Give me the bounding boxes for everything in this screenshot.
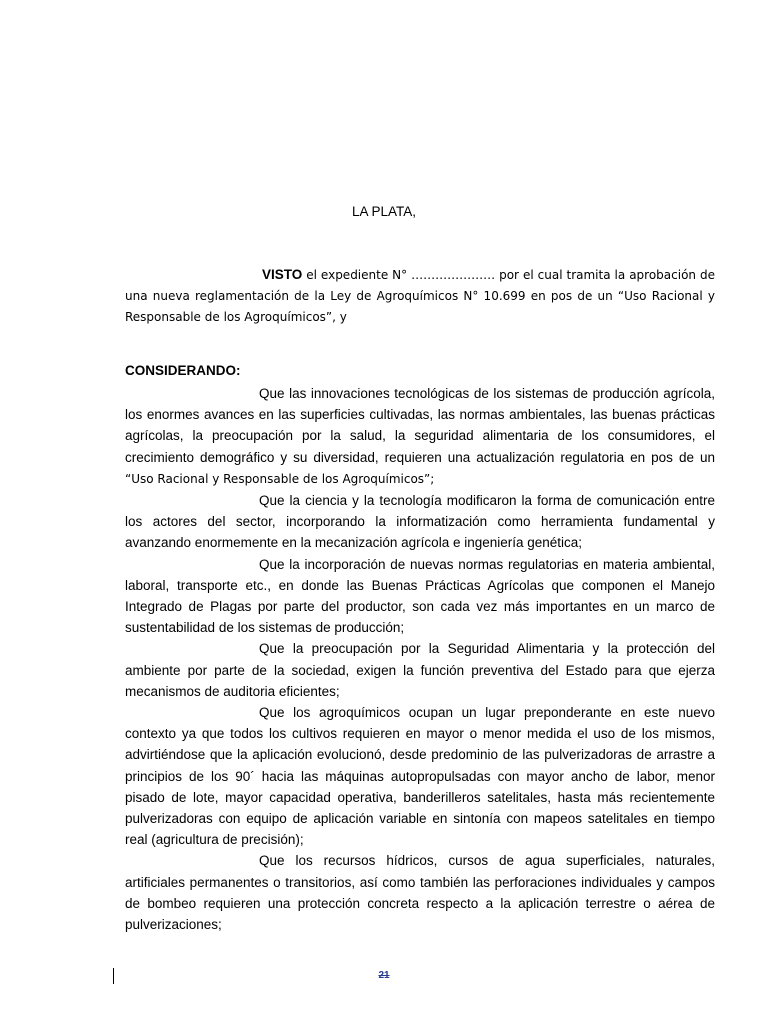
considerando-paragraph-1 (125, 383, 715, 490)
considerando-paragraph-5: Que los agroquímicos ocupan un lugar preponderante en este nuevo contexto ya que todos los cultivos requieren en mayor o menor medida el uso de los mismos, advirtiéndose que la aplicación evolucionó, desde predominio de las pulverizadoras de arrastre a principios de los 90´ hacia las máquinas autopropulsadas con mayor ancho de labor, menor pisado de lote, mayor capacidad operativa, banderilleros satelitales, hasta más recientemente pulverizadoras con equipo de aplicación variable en sintonía con mapeos satelitales en tiempo real (agricultura de precisión); (125, 705, 715, 848)
paragraph-1-quote: “Uso Racional y Responsable de los Agroquímicos”; (125, 471, 435, 486)
considerando-paragraph-6: Que los recursos hídricos, cursos de agua superficiales, naturales, artificiales permanentes o transitorios, así como también las perforaciones individuales y campos de bombeo requieren una protección concreta respecto a la aplicación terrestre o aérea de pulverizaciones; (125, 853, 715, 933)
visto-paragraph (125, 264, 715, 328)
considerando-body (125, 383, 715, 935)
visto-text: el expediente N° ………………… por el cual tramita la aprobación de una nueva reglamentación de la Ley de Agroquímicos N° 10.699 en pos de un “Uso Racional y Responsable de los Agroquímicos”, y (125, 268, 715, 324)
considerando-heading: CONSIDERANDO: (125, 363, 241, 378)
considerando-paragraph-4: Que la preocupación por la Seguridad Alimentaria y la protección del ambiente por parte de la sociedad, exigen la función preventiva del Estado para que ejerza mecanismos de auditoria eficientes; (125, 641, 715, 699)
paragraph-1-text: Que las innovaciones tecnológicas de los sistemas de producción agrícola, los enormes avances en las superficies cultivadas, las normas ambientales, las buenas prácticas agrícolas, la preocupación por la salud, la seguridad alimentaria de los consumidores, el crecimiento demográfico y su diversidad, requieren una actualización regulatoria en pos de un (125, 386, 715, 465)
visto-lead: VISTO (262, 267, 303, 282)
place-date: LA PLATA, (351, 204, 417, 219)
considerando-paragraph-2: Que la ciencia y la tecnología modificaron la forma de comunicación entre los actores del sector, incorporando la informatización como herramienta fundamental y avanzando enormemente en la mecanización agrícola e ingeniería genética; (125, 493, 715, 551)
page-number: 21 (378, 970, 390, 981)
considerando-paragraph-3: Que la incorporación de nuevas normas regulatorias en materia ambiental, laboral, transporte etc., en donde las Buenas Prácticas Agrícolas que componen el Manejo Integrado de Plagas por parte del productor, son cada vez más importantes en un marco de sustentabilidad de los sistemas de producción; (125, 556, 715, 636)
